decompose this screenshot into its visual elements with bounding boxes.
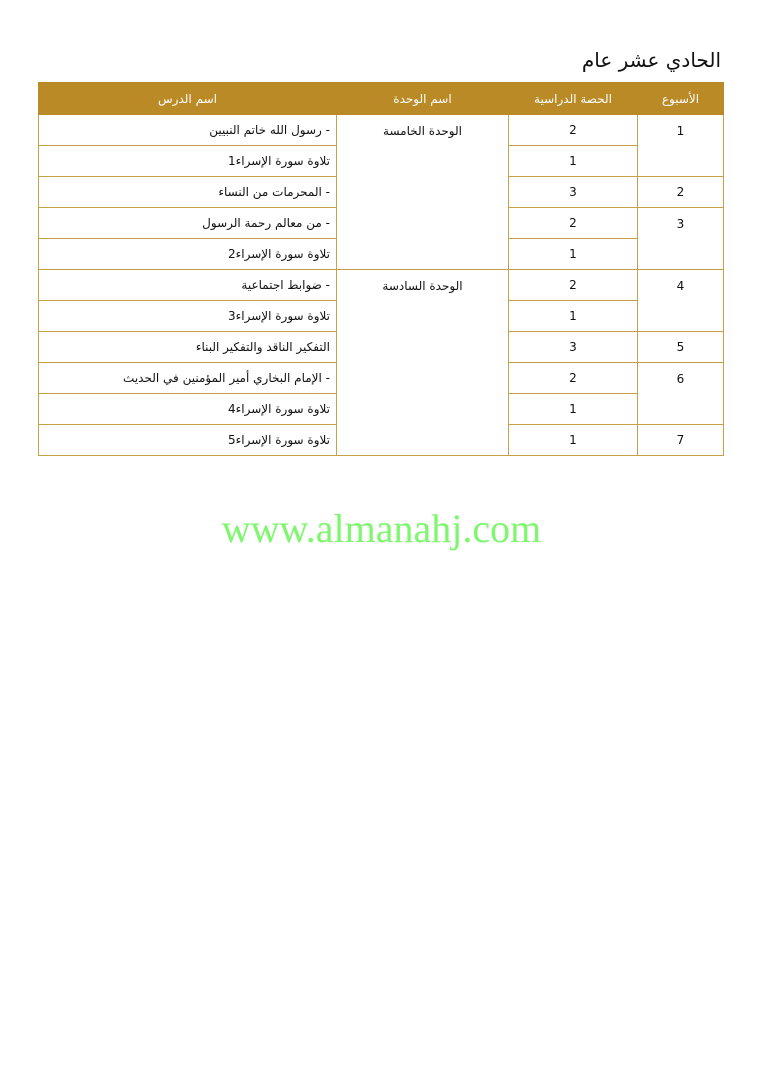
week-cell: 2 <box>638 177 724 208</box>
period-cell: 1 <box>509 394 638 425</box>
period-cell: 1 <box>509 239 638 270</box>
unit-cell: الوحدة الخامسة <box>337 115 509 270</box>
lesson-cell: - من معالم رحمة الرسول <box>39 208 337 239</box>
lesson-cell: تلاوة سورة الإسراء5 <box>39 425 337 456</box>
period-cell: 3 <box>509 177 638 208</box>
lesson-cell: تلاوة سورة الإسراء3 <box>39 301 337 332</box>
lesson-cell: - رسول الله خاتم النبيين <box>39 115 337 146</box>
header-week: الأسبوع <box>638 83 724 115</box>
period-cell: 1 <box>509 301 638 332</box>
watermark-link[interactable]: www.almanahj.com <box>221 506 542 551</box>
period-cell: 2 <box>509 115 638 146</box>
page-title: الحادي عشر عام <box>581 48 721 72</box>
week-cell: 6 <box>638 363 724 425</box>
period-cell: 1 <box>509 146 638 177</box>
period-cell: 2 <box>509 270 638 301</box>
unit-cell: الوحدة السادسة <box>337 270 509 456</box>
period-cell: 2 <box>509 363 638 394</box>
lesson-cell: تلاوة سورة الإسراء2 <box>39 239 337 270</box>
header-period: الحصة الدراسية <box>509 83 638 115</box>
table-row <box>39 270 724 301</box>
table-row <box>39 115 724 146</box>
lesson-cell: تلاوة سورة الإسراء4 <box>39 394 337 425</box>
week-cell: 1 <box>638 115 724 177</box>
lesson-cell: - ضوابط اجتماعية <box>39 270 337 301</box>
week-cell: 5 <box>638 332 724 363</box>
week-cell: 4 <box>638 270 724 332</box>
header-unit: اسم الوحدة <box>337 83 509 115</box>
lesson-cell: - الإمام البخاري أمير المؤمنين في الحديث <box>39 363 337 394</box>
week-cell: 7 <box>638 425 724 456</box>
table-header-row <box>39 83 724 115</box>
lesson-cell: - المحرمات من النساء <box>39 177 337 208</box>
header-lesson: اسم الدرس <box>39 83 337 115</box>
lesson-cell: التفكير الناقد والتفكير البناء <box>39 332 337 363</box>
period-cell: 1 <box>509 425 638 456</box>
schedule-table <box>38 82 724 456</box>
lesson-cell: تلاوة سورة الإسراء1 <box>39 146 337 177</box>
week-cell: 3 <box>638 208 724 270</box>
period-cell: 3 <box>509 332 638 363</box>
period-cell: 2 <box>509 208 638 239</box>
